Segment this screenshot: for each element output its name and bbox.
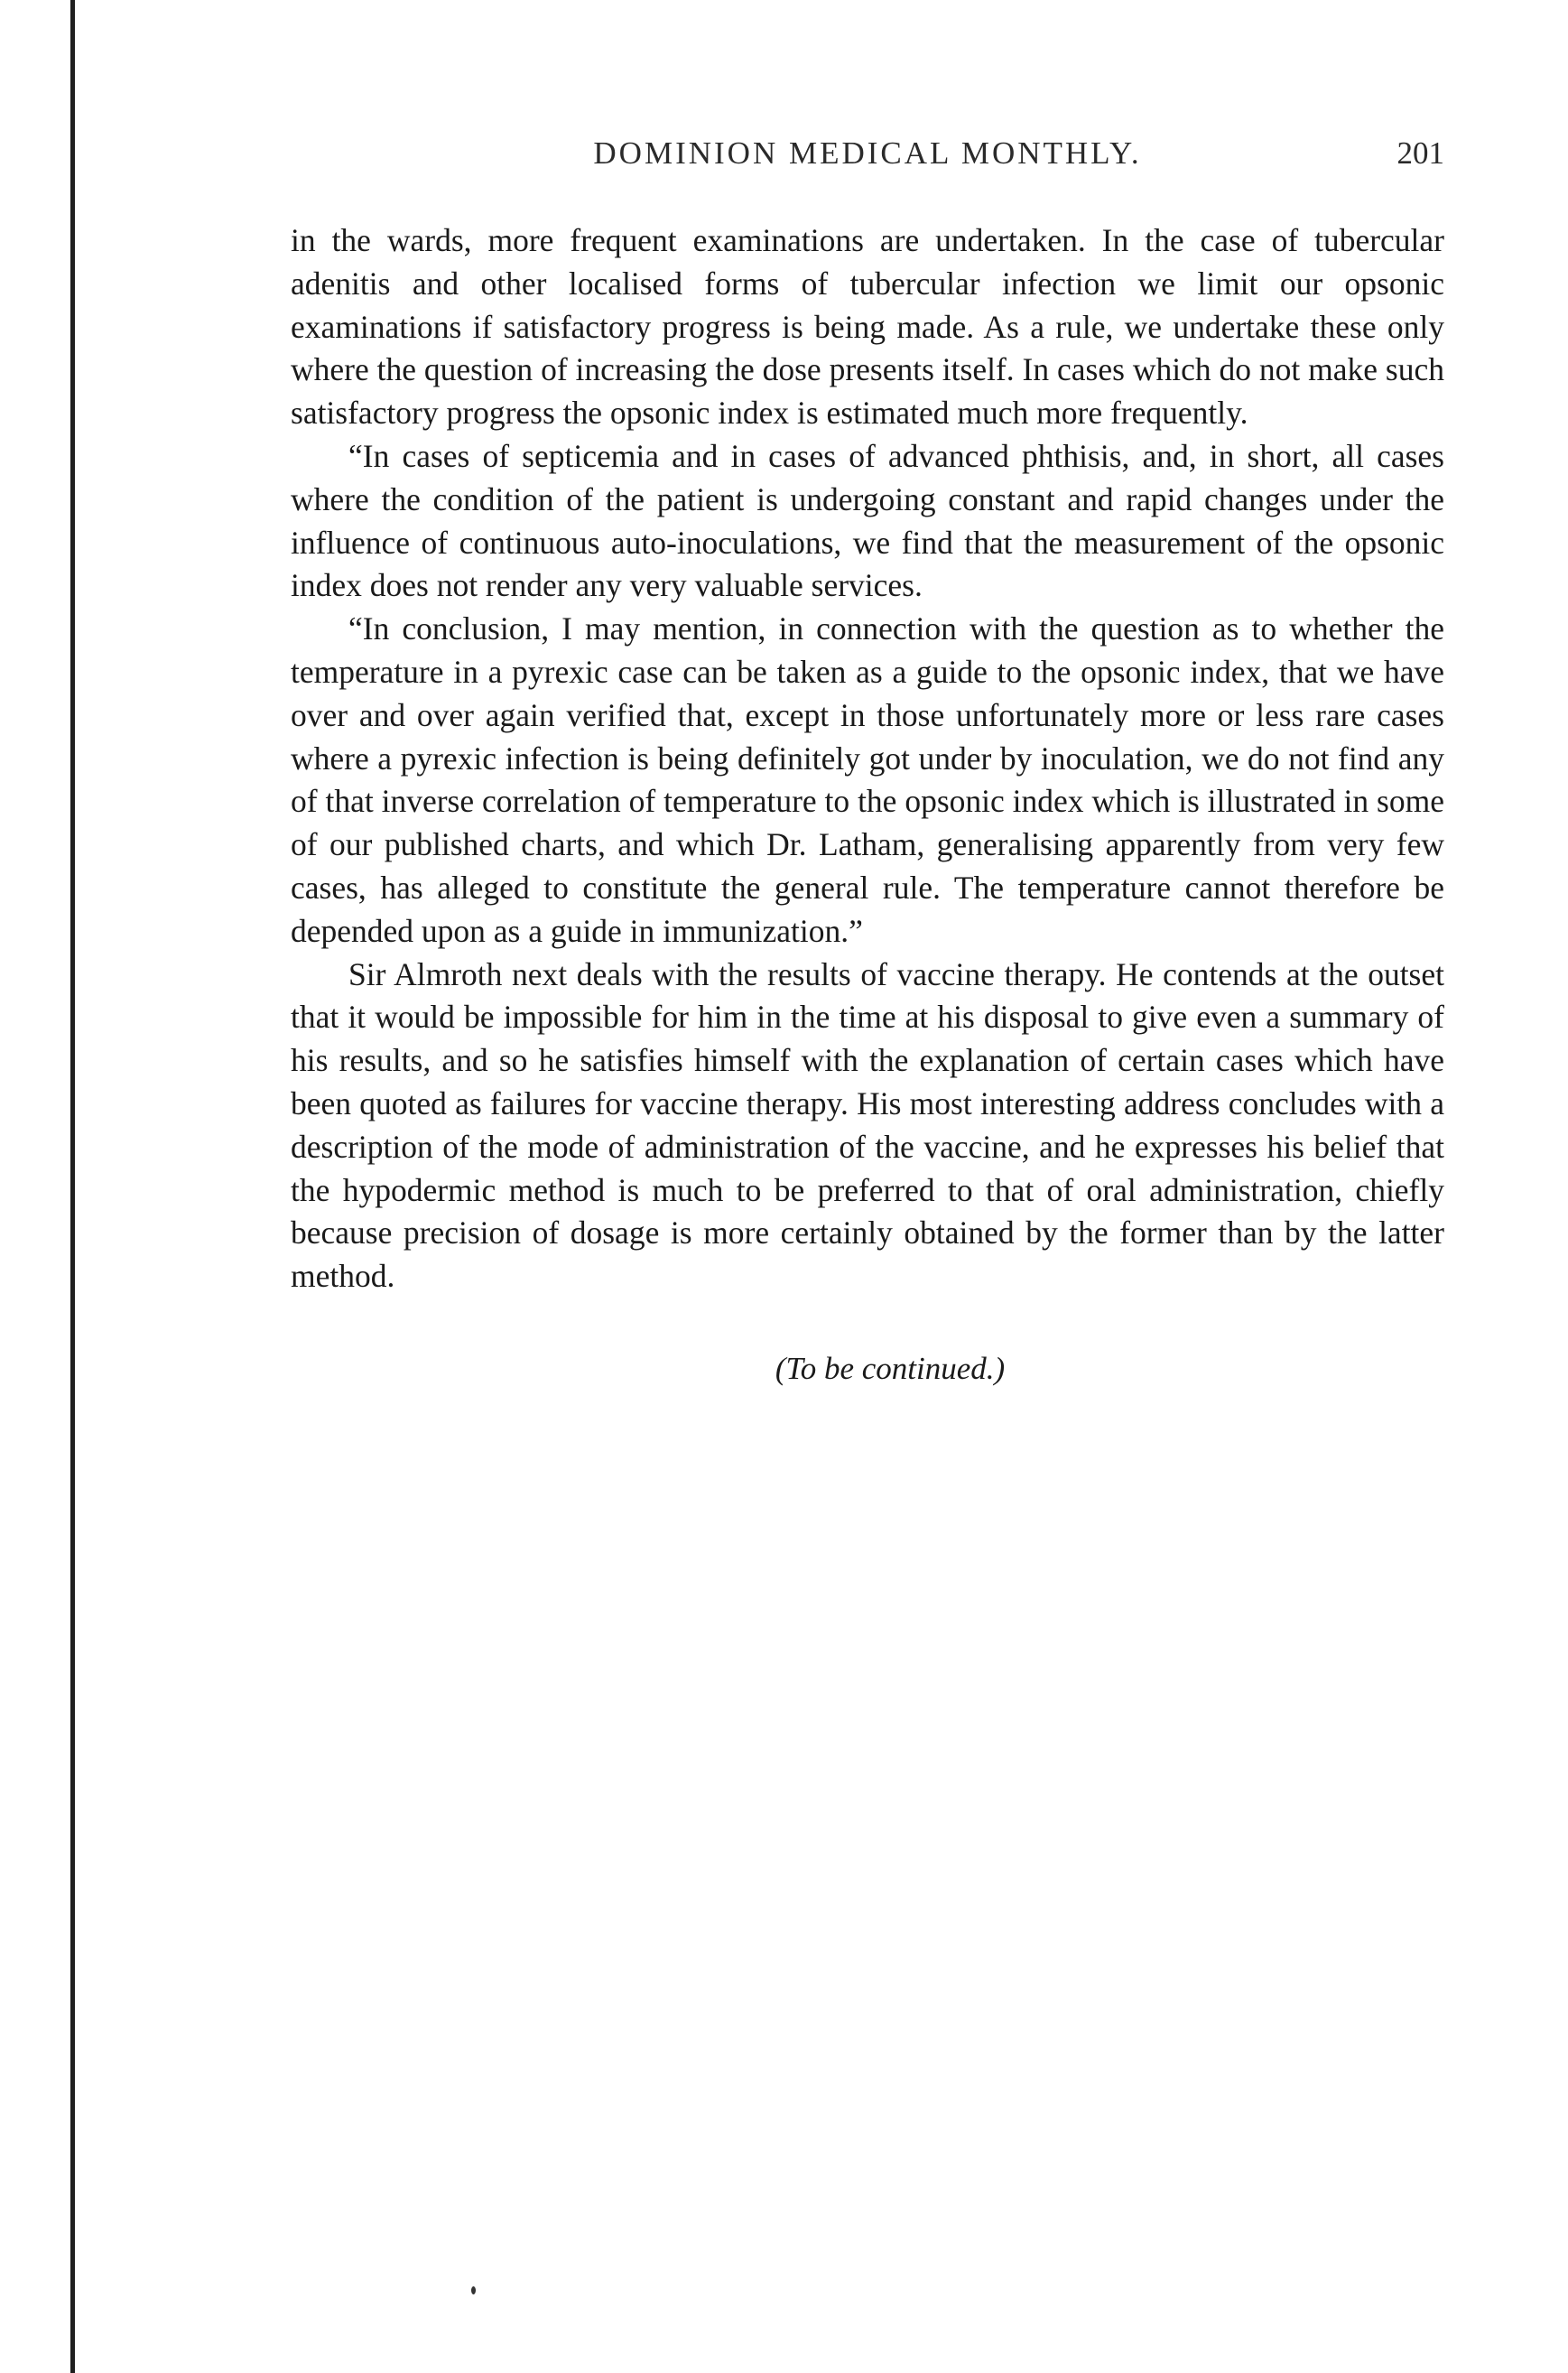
article-text <box>291 219 1444 1387</box>
paragraph-quote-conclusion: “In conclusion, I may mention, in connection with the question as to whether the temperature in a pyrexic case can be taken as a guide to the opsonic index, that we have over and over again verified that, except in those unfortunately more or less rare cases where a pyrexic infection is being definitely got under by inoculation, we do not find any of that inverse correlation of temperature to the opsonic index which is illustrated in some of our published charts, and which Dr. Latham, generalising apparently from very few cases, has alleged to constitute the general rule. The temperature cannot therefore be depended upon as a guide in immunization.” <box>291 610 1444 949</box>
paragraph-quote-septicemia: “In cases of septicemia and in cases of advanced phthisis, and, in short, all cases where the condition of the patient is undergoing constant and rapid changes under the influence of continuous auto-inoculations, we find that the measurement of the opsonic index does not render any very valuable services. <box>291 437 1444 604</box>
running-head: DOMINION MEDICAL MONTHLY. <box>593 135 1142 171</box>
page-header <box>291 135 1444 181</box>
paragraph-continuation: in the wards, more frequent examinations are undertaken. In the case of tubercular adenitis and other localised forms of tubercular infection we limit our opsonic examinations if satisfactory progress is being made. As a rule, we undertake these only where the question of increasing the dose presents itself. In cases which do not make such satisfactory progress the opsonic index is estimated much more frequently. <box>291 222 1444 432</box>
page-binding-edge <box>70 0 75 2373</box>
to-be-continued-note: (To be continued.) <box>775 1350 1006 1386</box>
paragraph-vaccine-therapy: Sir Almroth next deals with the results of vaccine therapy. He contends at the outset that it would be impossible for him in the time at his disposal to give even a summary of his results, and so he satisfies himself with the explanation of certain cases which have been quoted as failures for vaccine therapy. His most interesting address concludes with a description of the mode of administration of the vaccine, and he expresses his belief that the hypodermic method is much to be preferred to that of oral administration, chiefly because precision of dosage is more certainly obtained by the former than by the latter method. <box>291 955 1444 1295</box>
ink-speck <box>471 2286 476 2294</box>
page-number: 201 <box>1396 135 1444 171</box>
